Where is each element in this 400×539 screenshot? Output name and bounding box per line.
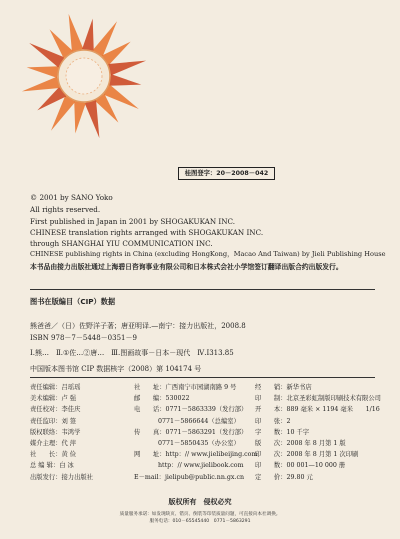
- info-value: 889 毫米 × 1194 毫米 1/16: [286, 406, 380, 414]
- info-label: 开 本：: [255, 406, 287, 414]
- info-value: 黄 俭: [61, 451, 77, 459]
- info-label: 责任编辑：: [30, 384, 62, 391]
- print-info-line: [255, 474, 313, 482]
- service-line: 服务电话：010－65545440 0771－5863291: [149, 519, 251, 524]
- info-label: 网 址：: [134, 451, 166, 459]
- print-info-line: [255, 395, 381, 403]
- sun-ray: [74, 101, 86, 133]
- credit-line: [30, 451, 76, 459]
- info-value: http：// www.jielibeijing.com: [165, 451, 258, 459]
- copyright-line: © 2001 by SANO Yoko: [30, 193, 113, 202]
- info-label: 版 次：: [255, 440, 287, 447]
- info-label: 印 制：: [255, 395, 287, 403]
- info-label: 印 数：: [255, 462, 287, 470]
- credit-line: [30, 395, 76, 403]
- sun-ray: [108, 61, 146, 76]
- sun-ray: [109, 74, 141, 86]
- info-label: 责任监印：: [30, 417, 62, 425]
- cip-heading: 图书在版编目（CIP）数据: [30, 297, 116, 306]
- print-info-line: [255, 384, 312, 392]
- info-label: 总 编 辑：: [30, 462, 60, 470]
- service-line: 质量服务承诺：如发现缺页、错页、倒装等印装质量问题，可直接向本社调换。: [119, 512, 281, 517]
- info-value: 广西南宁市园湖南路 9 号: [165, 384, 237, 391]
- info-value: 卢 强: [61, 395, 77, 403]
- info-value: 白 冰: [59, 462, 74, 470]
- info-label: 邮 编：: [134, 395, 166, 403]
- print-info-line: [255, 462, 345, 470]
- publisher-info-line: [134, 440, 240, 448]
- publisher-info-line: [134, 418, 240, 426]
- sun-ray: [85, 100, 100, 138]
- info-label: 传 真：: [134, 428, 166, 436]
- info-label: 定 价：: [255, 473, 287, 481]
- registration-stamp: 桂图登字：20－2008－042: [178, 167, 275, 180]
- info-label: E－mail：: [134, 473, 165, 481]
- info-value: 代 萍: [61, 440, 77, 447]
- translation-rights-line: CHINESE translation rights arranged with SHOGAKUKAN INC.: [30, 228, 264, 237]
- info-value: 2: [286, 417, 291, 425]
- publisher-info-line: [134, 462, 244, 470]
- info-value: 北京圣彩虹制版印刷技术有限公司: [286, 395, 381, 403]
- chinese-copyright-statement: 本书品由接力出版社通过上海碧日咨询事业有限公司和日本株式会社小学馆签订翻译出版合约出版发行。: [30, 263, 343, 271]
- info-label: 字 数：: [255, 428, 287, 436]
- print-info-line: [255, 451, 358, 459]
- cip-line: 熊爸爸／（日）佐野洋子著；唐亚明译.—南宁：接力出版社，2008.8: [30, 322, 246, 330]
- print-info-line: [255, 440, 346, 448]
- info-value: 0771－5863291（发行部）: [165, 428, 248, 436]
- info-value: 530022: [165, 395, 190, 403]
- first-published-line: First published in Japan in 2001 by SHOGAKUKAN INC.: [30, 217, 236, 226]
- info-label: 印 张：: [255, 417, 287, 425]
- sun-ray: [22, 77, 60, 92]
- sun-ray: [69, 14, 84, 52]
- rights-reserved-line: All rights reserved.: [30, 205, 101, 214]
- print-info-line: [255, 406, 380, 414]
- info-label: 媒介主理：: [30, 440, 62, 447]
- rights-notice: 版权所有 侵权必究: [168, 498, 232, 506]
- credit-line: [30, 406, 80, 414]
- agency-line: through SHANGHAI YIU COMMUNICATION INC.: [30, 239, 213, 248]
- info-label: 出版发行：: [30, 473, 62, 481]
- info-label: 美术编辑：: [30, 395, 62, 403]
- publisher-info-line: [134, 395, 190, 403]
- info-label: 版权联络：: [30, 428, 62, 436]
- credit-line: [30, 384, 80, 392]
- info-value: 接力出版社: [61, 473, 93, 481]
- info-label: 社 址：: [134, 384, 166, 391]
- publisher-info-line: [134, 384, 236, 392]
- info-value: 刘 签: [61, 417, 77, 425]
- info-label: 印 次：: [255, 451, 287, 459]
- divider: [30, 289, 375, 290]
- info-value: http：// www.jielibook.com: [158, 462, 244, 470]
- credit-line: [30, 462, 74, 470]
- info-label: 经 销：: [255, 384, 287, 391]
- credit-line: [30, 474, 93, 482]
- info-value: 2008 年 8 月第 1 次印刷: [286, 451, 359, 459]
- print-info-line: [255, 418, 291, 426]
- publishing-rights-line: CHINESE publishing rights in China (excluding HongKong，Macao And Taiwan) by Jieli Publishing House: [30, 250, 386, 258]
- publisher-info-line: [134, 474, 244, 482]
- publisher-info-line: [134, 451, 257, 459]
- sun-ray: [27, 66, 59, 78]
- cip-line: 中国版本图书馆 CIP 数据核字（2008）第 104174 号: [30, 365, 202, 373]
- divider: [30, 377, 375, 378]
- cip-line: Ⅰ.熊… Ⅱ.①佐…②唐… Ⅲ.图画故事－日本－现代 Ⅳ.I313.85: [30, 349, 234, 357]
- info-value: 29.80 元: [286, 473, 313, 481]
- print-info-line: [255, 429, 309, 437]
- cip-line: ISBN 978－7－5448－0351－9: [30, 334, 137, 342]
- publisher-info-line: [134, 429, 247, 437]
- sun-ray: [82, 19, 94, 51]
- credit-line: [30, 429, 80, 437]
- info-value: 吕瑶瑶: [61, 384, 81, 391]
- info-value: 新华书店: [286, 384, 312, 391]
- info-value: 10 千字: [286, 428, 310, 436]
- info-label: 责任校对：: [30, 406, 62, 414]
- credit-line: [30, 440, 76, 448]
- credit-line: [30, 418, 76, 426]
- info-value: 2008 年 8 月第 1 版: [286, 440, 346, 447]
- info-value: 0771－5863339（发行部）: [165, 406, 248, 414]
- info-value: jielipub@public.nn.gx.cn: [164, 473, 245, 481]
- publisher-info-line: [134, 406, 247, 414]
- info-label: 社 长：: [30, 451, 62, 459]
- info-value: 0771－5866644（总编室）: [158, 417, 240, 425]
- info-label: 电 话：: [134, 406, 166, 414]
- info-value: 00 001—10 000 册: [286, 462, 346, 470]
- info-value: 韦鸿学: [61, 428, 81, 436]
- info-value: 0771－5850435（办公室）: [158, 440, 240, 447]
- info-value: 李佳庆: [61, 406, 81, 414]
- sun-illustration: [14, 6, 154, 146]
